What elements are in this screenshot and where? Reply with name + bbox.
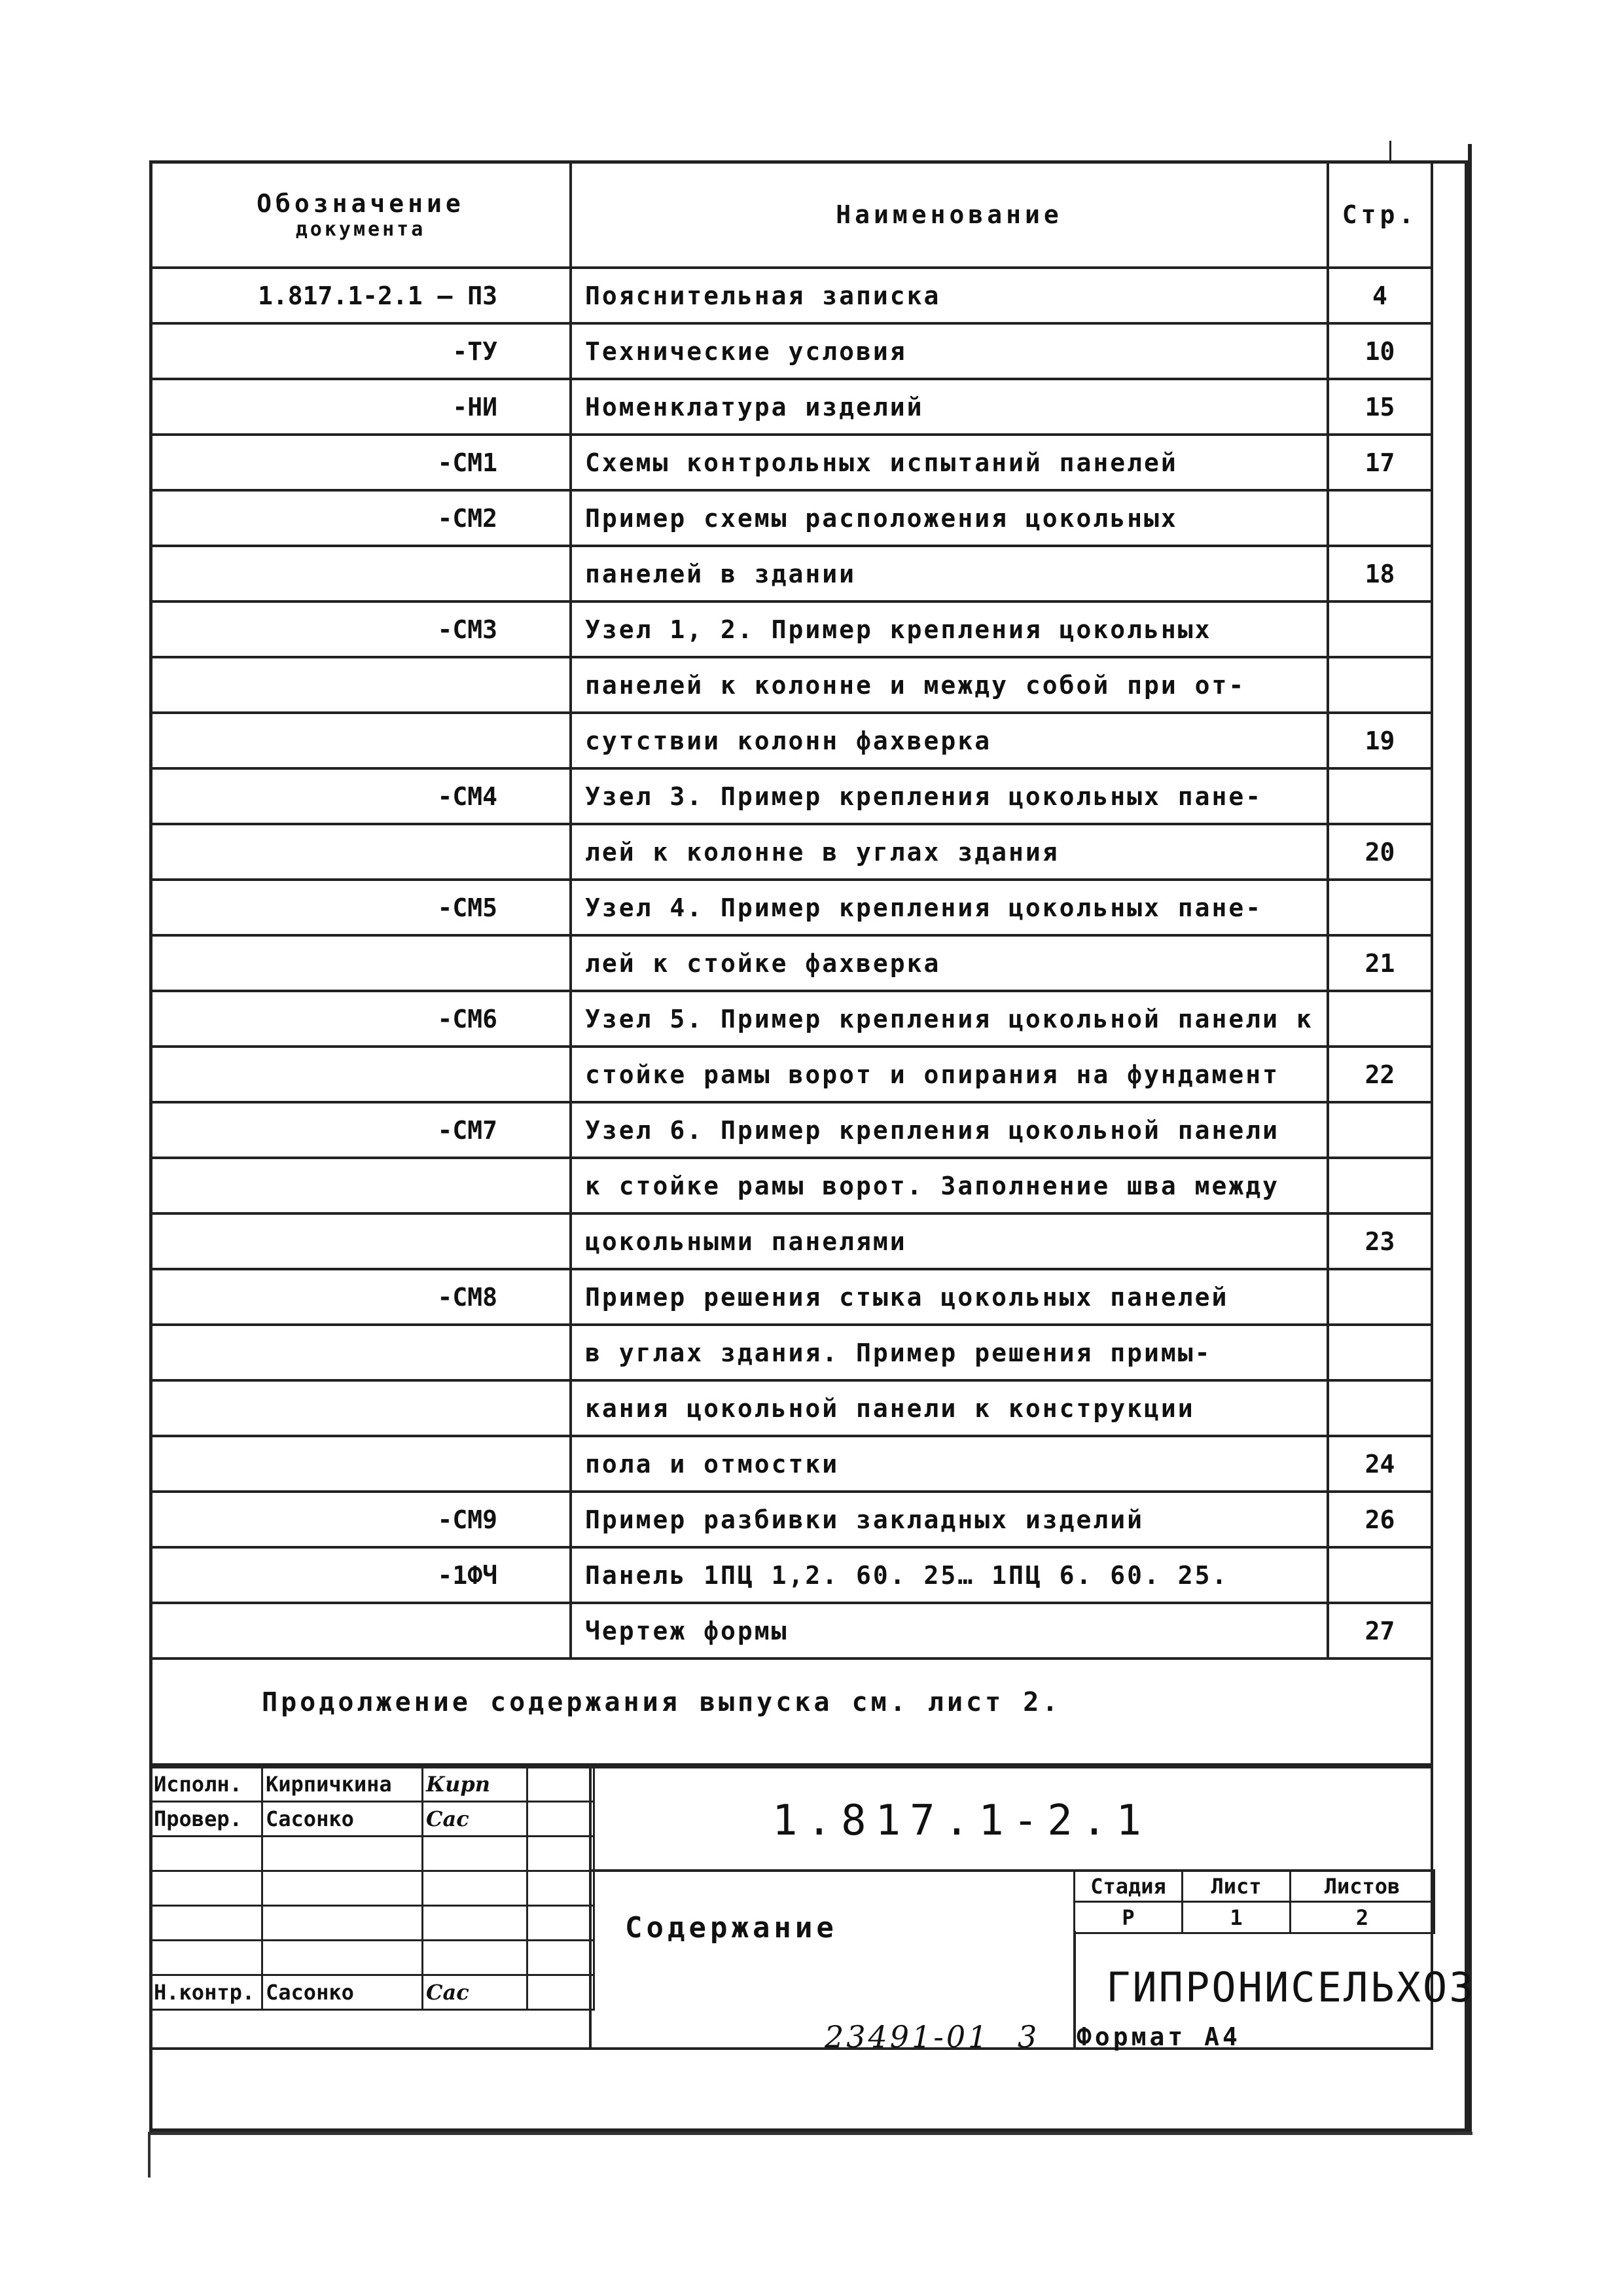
- sig-signature: [423, 1941, 527, 1975]
- table-row: [151, 1158, 1432, 1213]
- row-code: [151, 1158, 571, 1213]
- row-page: 19: [1328, 713, 1432, 768]
- signature-row: [151, 1837, 594, 1871]
- row-name: Чертеж формы: [571, 1603, 1328, 1659]
- document-title: Содержание: [625, 1911, 838, 1945]
- row-name: панелей в здании: [571, 546, 1328, 601]
- sig-signature: Сас: [423, 1802, 527, 1837]
- row-page: 18: [1328, 546, 1432, 601]
- format-label: Формат А4: [1077, 2022, 1241, 2051]
- row-name: стойке рамы ворот и опирания на фундамент: [571, 1047, 1328, 1102]
- sig-role: [151, 1837, 262, 1871]
- row-page: [1328, 991, 1432, 1047]
- header-code-sublabel: документа: [295, 217, 426, 241]
- header-code: [151, 162, 571, 268]
- row-code: -СМ7: [151, 1102, 571, 1158]
- row-page: 17: [1328, 435, 1432, 490]
- right-frame-line: [1468, 144, 1472, 2135]
- row-name: Узел 3. Пример крепления цокольных пане-: [571, 768, 1328, 824]
- sig-name: Сасонко: [262, 1802, 423, 1837]
- table-row: [151, 768, 1432, 824]
- signature-row: [151, 1871, 594, 1906]
- table-row: [151, 490, 1432, 546]
- table-row: [151, 1047, 1432, 1102]
- sig-role: [151, 1871, 262, 1906]
- row-page: [1328, 601, 1432, 657]
- sig-role: Исполн.: [151, 1767, 262, 1802]
- header-name: Наименование: [571, 162, 1328, 268]
- row-name: Узел 5. Пример крепления цокольной панели к: [571, 991, 1328, 1047]
- row-page: 4: [1328, 268, 1432, 323]
- row-name: Пример решения стыка цокольных панелей: [571, 1269, 1328, 1325]
- row-name: кания цокольной панели к конструкции: [571, 1380, 1328, 1436]
- sheets-label: Листов: [1291, 1871, 1435, 1902]
- row-name: лей к стойке фахверка: [571, 935, 1328, 991]
- row-page: [1328, 1158, 1432, 1213]
- sig-date: [527, 1767, 594, 1802]
- row-code: -СМ5: [151, 880, 571, 935]
- table-row: [151, 1102, 1432, 1158]
- row-page: [1328, 1547, 1432, 1603]
- row-page: [1328, 1269, 1432, 1325]
- row-page: [1328, 490, 1432, 546]
- row-page: [1328, 1380, 1432, 1436]
- row-page: [1328, 880, 1432, 935]
- row-code: -СМ4: [151, 768, 571, 824]
- sig-date: [527, 1837, 594, 1871]
- title-block-divider: [589, 1766, 592, 2050]
- table-header: [151, 162, 1432, 268]
- row-name: Пример разбивки закладных изделий: [571, 1492, 1328, 1547]
- signature-row: [151, 1802, 594, 1837]
- row-page: 24: [1328, 1436, 1432, 1492]
- row-name: Технические условия: [571, 323, 1328, 379]
- row-page: [1328, 1325, 1432, 1380]
- row-name: Узел 6. Пример крепления цокольной панели: [571, 1102, 1328, 1158]
- row-page: [1328, 768, 1432, 824]
- row-name: Пример схемы расположения цокольных: [571, 490, 1328, 546]
- sig-role: Н.контр.: [151, 1975, 262, 2010]
- signature-row: [151, 1975, 594, 2010]
- table-row: [151, 713, 1432, 768]
- sig-name: Сасонко: [262, 1975, 423, 2010]
- sig-name: [262, 1871, 423, 1906]
- row-name: панелей к колонне и между собой при от-: [571, 657, 1328, 713]
- row-name: Узел 1, 2. Пример крепления цокольных: [571, 601, 1328, 657]
- signature-row: [151, 1767, 594, 1802]
- table-row: [151, 935, 1432, 991]
- table-row: [151, 1547, 1432, 1603]
- sheets-value: 2: [1291, 1902, 1435, 1933]
- row-code: [151, 935, 571, 991]
- row-code: -СМ3: [151, 601, 571, 657]
- row-page: 27: [1328, 1603, 1432, 1659]
- row-code: -СМ6: [151, 991, 571, 1047]
- table-row: [151, 435, 1432, 490]
- sig-role: [151, 1906, 262, 1941]
- table-row: [151, 268, 1432, 323]
- sig-signature: Сас: [423, 1975, 527, 2010]
- header-page: Стр.: [1328, 162, 1432, 268]
- sig-signature: [423, 1871, 527, 1906]
- row-name: к стойке рамы ворот. Заполнение шва между: [571, 1158, 1328, 1213]
- sig-date: [527, 1941, 594, 1975]
- row-page: 21: [1328, 935, 1432, 991]
- document-code: 1.817.1-2.1: [772, 1797, 1150, 1845]
- row-code: -СМ2: [151, 490, 571, 546]
- row-page: [1328, 1102, 1432, 1158]
- sheet-value: 1: [1183, 1902, 1291, 1933]
- row-page: 26: [1328, 1492, 1432, 1547]
- table-row: [151, 1436, 1432, 1492]
- row-code: [151, 824, 571, 880]
- sig-name: [262, 1941, 423, 1975]
- sig-signature: Кирп: [423, 1767, 527, 1802]
- row-code: -НИ: [151, 379, 571, 435]
- row-code: [151, 1380, 571, 1436]
- row-code: [151, 713, 571, 768]
- row-page: 10: [1328, 323, 1432, 379]
- table-row: [151, 546, 1432, 601]
- sig-role: Провер.: [151, 1802, 262, 1837]
- row-name: цокольными панелями: [571, 1213, 1328, 1269]
- table-row: [151, 1492, 1432, 1547]
- row-page: [1328, 657, 1432, 713]
- row-name: Пояснительная записка: [571, 268, 1328, 323]
- row-page: 23: [1328, 1213, 1432, 1269]
- row-name: пола и отмостки: [571, 1436, 1328, 1492]
- table-row: [151, 880, 1432, 935]
- table-row: [151, 323, 1432, 379]
- table-row: [151, 1380, 1432, 1436]
- row-page: 15: [1328, 379, 1432, 435]
- row-name: сутствии колонн фахверка: [571, 713, 1328, 768]
- top-tick: [1389, 141, 1391, 160]
- row-code: -СМ9: [151, 1492, 571, 1547]
- copy-number: 3: [1018, 2019, 1037, 2054]
- header-code-label: Обозначение: [257, 188, 465, 218]
- row-code: -СМ1: [151, 435, 571, 490]
- table-row: [151, 1325, 1432, 1380]
- sig-date: [527, 1802, 594, 1837]
- table-row: [151, 1213, 1432, 1269]
- row-code: -ТУ: [151, 323, 571, 379]
- row-name: Узел 4. Пример крепления цокольных пане-: [571, 880, 1328, 935]
- row-code: 1.817.1-2.1 – ПЗ: [151, 268, 571, 323]
- archive-number: 23491-01: [825, 2019, 990, 2054]
- table-body: [151, 268, 1432, 1659]
- sig-signature: [423, 1906, 527, 1941]
- organization-name: ГИПРОНИСЕЛЬХОЗ: [1106, 1964, 1476, 2011]
- left-stub-line: [148, 2132, 151, 2178]
- sheet-label: Лист: [1183, 1871, 1291, 1902]
- table-row: [151, 991, 1432, 1047]
- row-code: [151, 657, 571, 713]
- row-code: [151, 1325, 571, 1380]
- row-code: [151, 1436, 571, 1492]
- row-code: -СМ8: [151, 1269, 571, 1325]
- sig-name: [262, 1837, 423, 1871]
- stage-value: Р: [1075, 1902, 1183, 1933]
- signature-row: [151, 1941, 594, 1975]
- row-code: -1ФЧ: [151, 1547, 571, 1603]
- table-row: [151, 657, 1432, 713]
- stage-label: Стадия: [1075, 1871, 1183, 1902]
- sig-date: [527, 1975, 594, 2010]
- stage-table: [1073, 1869, 1435, 1934]
- bottom-frame-line: [151, 2132, 1472, 2135]
- sig-date: [527, 1906, 594, 1941]
- sig-signature: [423, 1837, 527, 1871]
- row-name: Схемы контрольных испытаний панелей: [571, 435, 1328, 490]
- row-code: [151, 1047, 571, 1102]
- row-name: Номенклатура изделий: [571, 379, 1328, 435]
- sig-date: [527, 1871, 594, 1906]
- contents-table: [149, 160, 1433, 1660]
- row-name: Панель 1ПЦ 1,2. 60. 25… 1ПЦ 6. 60. 25.: [571, 1547, 1328, 1603]
- row-code: [151, 1213, 571, 1269]
- row-page: 20: [1328, 824, 1432, 880]
- sig-name: Кирпичкина: [262, 1767, 423, 1802]
- signature-table: [149, 1766, 595, 2011]
- row-page: 22: [1328, 1047, 1432, 1102]
- table-row: [151, 379, 1432, 435]
- table-row: [151, 824, 1432, 880]
- continuation-note: Продолжение содержания выпуска см. лист 2.: [262, 1687, 1061, 1717]
- table-row: [151, 601, 1432, 657]
- organization-box-line: [1073, 1931, 1076, 2050]
- row-name: в углах здания. Пример решения примы-: [571, 1325, 1328, 1380]
- row-name: лей к колонне в углах здания: [571, 824, 1328, 880]
- row-code: [151, 546, 571, 601]
- table-row: [151, 1269, 1432, 1325]
- sig-role: [151, 1941, 262, 1975]
- signature-row: [151, 1906, 594, 1941]
- sig-name: [262, 1906, 423, 1941]
